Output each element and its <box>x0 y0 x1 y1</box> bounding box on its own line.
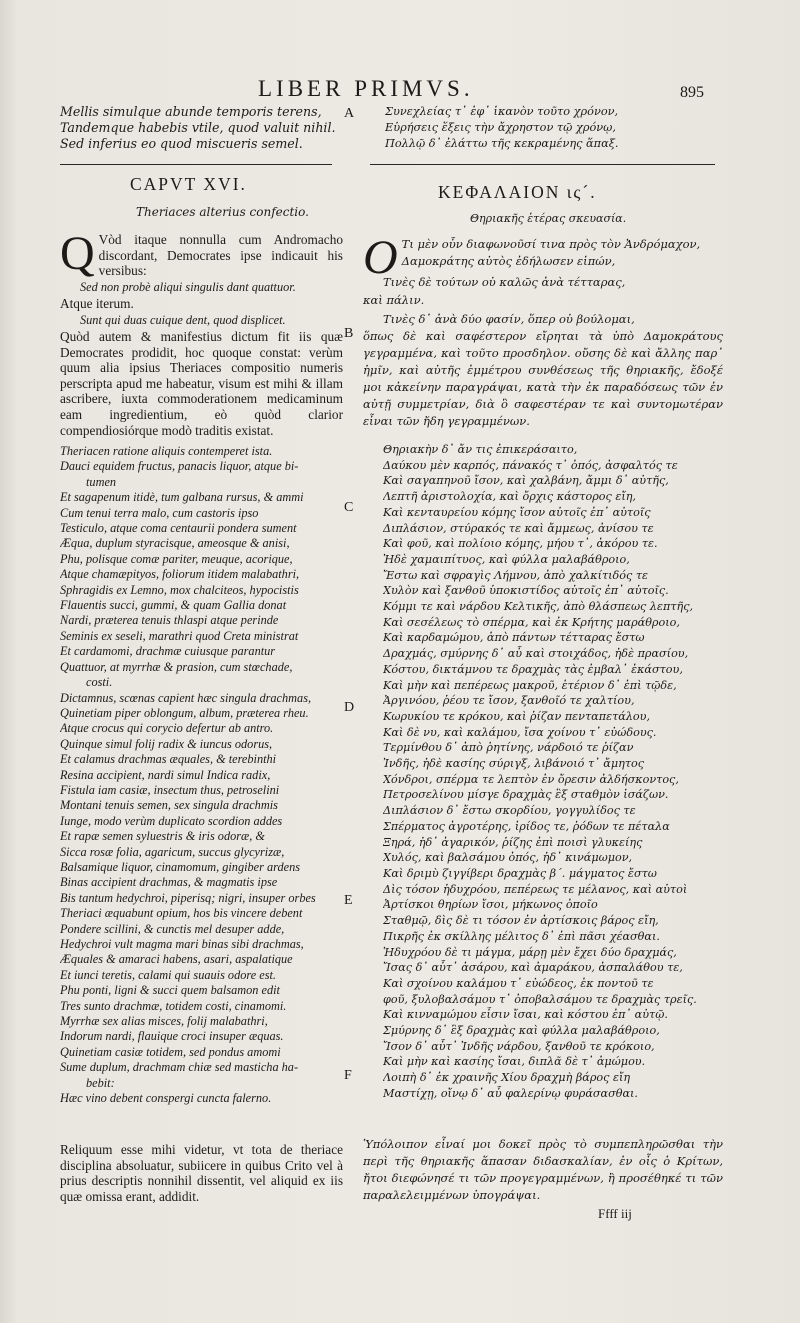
poem-line: Dictamnus, scœnas capient hæc singula drachmas, <box>60 690 312 705</box>
poem-line: Flauentis succi, gummi, & quam Gallia donat <box>60 598 287 613</box>
poem-line: Cum tenui terra malo, cum castoris ipso <box>60 505 259 520</box>
poem-line: Balsamique liquor, cinamomum, gingiber ardens <box>60 859 301 874</box>
poem-line: Indorum nardi, flauique croci insuper æquas. <box>60 1029 284 1044</box>
margin-letter: C <box>344 500 354 515</box>
greek-chapter-heading: ΚΕΦΑΛΑΙΟΝ ις´. <box>438 182 597 202</box>
greek-intro-text: Τι μὲν οὖν διαφωνοῦσί τινα πρὸς τὸν Ἀνδρόμαχον, Δαμοκράτης αὐτὸς ἐδήλωσεν εἰπών, <box>401 237 701 268</box>
latin-paragraph: Quòd autem & manifestius dictum fit iis quæ Democrates prodidit, hoc quoque constat: verùm quum alia ipsius Theriaces compositio numeris perscripta apud me habeatur, visum est mihi & illam ascribere, iuxta commoderationem medicaminum eam ingredientium, eò quòd clarior compendiosiórque modò traditis existat. <box>60 329 343 438</box>
poem-line: Montani tenuis semen, sex singula drachmis <box>60 798 278 813</box>
poem-line: Et cardamomi, drachmæ cuiusque parantur <box>60 644 276 659</box>
poem-line: Iunge, modo verùm duplicato scordion addes <box>60 813 283 828</box>
margin-letter: F <box>344 1068 352 1083</box>
poem-line: Bis tantum hedychroi, piperisq; nigri, insuper orbes <box>60 890 316 905</box>
poem-line: Πετροσελίνου μίσγε δραχμὰς ἓξ σταθμὸν ἰσάζων. <box>383 788 669 802</box>
poem-line: costi. <box>86 675 113 690</box>
poem-line: Theriacen ratione aliquis contemperet ista. <box>60 444 273 458</box>
verse-line: Sed inferius eo quod miscueris semel. <box>60 136 303 151</box>
latin-verse-continuation <box>60 104 343 152</box>
poem-line: Δὶς τόσον ἡδυχρόου, πεπέρεως τε μέλανος, καὶ αὐτοὶ <box>383 882 688 896</box>
poem-line: Κόμμι τε καὶ νάρδου Κελτικῆς, ἀπὸ θλάσπεως λεπτῆς, <box>383 600 694 614</box>
poem-line: Quattuor, at myrrhæ & prasion, cum stœchade, <box>60 659 293 674</box>
verse-line: Συνεχλείας τ᾽ ἐφ᾽ ἱκανὸν τοῦτο χρόνον, <box>385 105 619 118</box>
poem-line: bebit: <box>86 1075 115 1090</box>
poem-line: Hæc vino debent conspergi cuncta falerno. <box>60 1091 272 1106</box>
verse-line: Tandemque habebis vtile, quod valuit nihil. <box>60 120 336 135</box>
poem-line: Hedychroi vult magma mari binas sibi drachmas, <box>60 937 304 951</box>
poem-line: Καὶ μὴν καὶ πεπέρεως μακροῦ, ἑτέριον δ᾽ ἐπὶ τῷδε, <box>383 678 677 692</box>
poem-line: Καὶ κενταυρείου κόμης ἴσον αὐτοῖς ἐπ᾽ αὐτοῖς <box>383 505 651 519</box>
latin-quote-1: Sed non probè aliqui singulis dant quattuor. <box>80 280 296 294</box>
poem-line: Δαύκου μὲν καρπός, πάνακός τ᾽ ὀπός, ἀσφαλτός τε <box>383 458 678 472</box>
poem-line: Quinque simul folij radix & iuncus odorus, <box>60 736 273 751</box>
poem-line: Dauci equidem fructus, panacis liquor, atque bi- <box>60 459 299 474</box>
poem-line: Διπλάσιον δ᾽ ἔστω σκορδίου, γογγυλίδος τε <box>383 804 636 818</box>
poem-line: Λοιπὴ δ᾽ ἐκ χραινῆς Χίου δραχμὴ βάρος εἴη <box>383 1071 631 1085</box>
poem-line: Atque chamæpityos, foliorum itidem malabathri, <box>60 567 300 582</box>
poem-line: Et iunci teretis, calami qui suauis odore est. <box>60 967 276 982</box>
poem-line: Κωρυκίου τε κρόκου, καὶ ῥίζαν πενταπετάλου, <box>383 709 651 723</box>
verse-line: Εὑρήσεις ἕξεις τὴν ἄχρηστον τῷ χρόνῳ, <box>385 121 616 134</box>
poem-line: Σμύρνης δ᾽ ἓξ δραχμὰς καὶ φύλλα μαλαβάθροιο, <box>383 1024 660 1038</box>
poem-line: Ἴσον δ᾽ αὖτ᾽ Ἰνδῆς νάρδου, ξανθοῦ τε κρόκοιο, <box>383 1039 655 1053</box>
poem-line: Ἔστω καὶ σφραγὶς Λήμνου, ἀπὸ χαλκίτιδός τε <box>383 568 649 582</box>
poem-line: Sicca rosæ folia, agaricum, succus glycyrizæ, <box>60 844 285 859</box>
poem-line: Μαστίχῃ, οἴνῳ δ᾽ αὖ φαλερίνῳ φυράσασθαι. <box>383 1086 638 1100</box>
poem-line: Pondere scillini, & cunctis mel desuper adde, <box>60 921 285 936</box>
poem-line: Sume duplum, drachmam chiæ sed masticha ha- <box>60 1060 299 1075</box>
poem-line: Seminis ex seseli, marathri quod Creta ministrat <box>60 628 299 643</box>
poem-line: Ἴσας δ᾽ αὖτ᾽ ἀσάρου, καὶ ἀμαράκου, ἀσπαλάθου τε, <box>383 961 683 975</box>
margin-letter: D <box>344 700 355 715</box>
poem-line: Ξηρά, ἠδ᾽ ἀγαρικόν, ῥίζης ἐπὶ ποισὶ γλυκείης <box>383 835 643 849</box>
poem-line: Ἡδυχρόου δὲ τι μάγμα, μάρῃ μὲν ἔχει δύο δραχμάς, <box>383 945 677 959</box>
latin-quote-2: Sunt qui duas cuique dent, quod displicet. <box>80 313 286 327</box>
poem-line: Sphragidis ex Lemno, mox chalciteos, hypocistis <box>60 582 299 597</box>
drop-cap: Ο <box>363 231 398 284</box>
poem-line: Διπλάσιον, στύρακός τε καὶ ἄμμεως, ἀνίσου τε <box>383 521 654 535</box>
latin-atque: Atque iterum. <box>60 296 134 311</box>
poem-line: Καὶ μὴν καὶ κασίης ἴσαι, διπλᾶ δὲ τ᾽ ἀμώμου. <box>383 1055 646 1069</box>
poem-line: Χυλὸν καὶ ξανθοῦ ὑποκιστίδος αὐτοῖς ἐπ᾽ αὐτοῖς. <box>383 584 669 598</box>
poem-line: Æquales & amaraci habens, asari, aspalatique <box>60 952 293 967</box>
verse-line: Πολλῷ δ᾽ ἐλάττω τῆς κεκραμένης ἅπαξ. <box>385 137 619 150</box>
poem-line: Καὶ καρδαμώμου, ἀπὸ πάντων τέτταρας ἔστω <box>383 631 645 645</box>
poem-line: Καὶ σχοίνου καλάμου τ᾽ εὐώδεος, ἐκ ποντοῦ τε <box>383 976 654 990</box>
poem-line: Καὶ φοῦ, καὶ πολίοιο κόμης, μήου τ᾽, ἀκόρου τε. <box>383 537 658 551</box>
poem-line: Nardi, præterea tenuis thlaspi atque perinde <box>60 613 279 628</box>
greek-paragraph: ὅπως δὲ καὶ σαφέστερον εἴρηται τὰ ὑπὸ Δαμοκράτους γεγραμμένα, καὶ τοῦτο προσδηλον. οὔσης δὲ καὶ ἄλλης παρ᾽ ἡμῖν, καὶ αὐτῆς ἐμμέτρου συνθέσεως τῆς θηριακῆς, ἔδοξέ μοι κἀκείνην παραγράψαι, κατὰ τὴν ἐκ παραδόσεως τῶν ἐν αὐτῇ συμμετρίαν, διὰ ὃ σαφεστέραν τε καὶ συντομωτέραν εἶναι τῶν ἤδη γεγραμμένων. <box>363 329 723 428</box>
running-title: LIBER PRIMVS. <box>258 76 474 101</box>
latin-intro <box>60 227 343 280</box>
page-number: 895 <box>680 84 704 101</box>
poem-line: Σταθμῷ, δὶς δὲ τι τόσον ἐν ἀρτίσκοις βάρος εἴη, <box>383 914 659 928</box>
poem-line: Καὶ σαγαπηνοῦ ἴσον, καὶ χαλβάνη, ἄμμι δ᾽ αὐτῆς, <box>383 474 669 488</box>
poem-line: Quinetiam piper oblongum, album, præterea rheu. <box>60 705 309 720</box>
poem-line: Theriaci æquabunt opium, hos bis vincere debent <box>60 906 303 921</box>
poem-line: Ἠδὲ χαμαιπίτυος, καὶ φύλλα μαλαβάθροιο, <box>383 552 630 566</box>
poem-line: Quinetiam casiæ totidem, sed pondus amomi <box>60 1044 281 1059</box>
poem-line: Resina accipient, nardi simul Indica radix, <box>60 767 271 782</box>
greek-verse-continuation <box>385 104 715 152</box>
margin-letter: B <box>344 326 354 341</box>
poem-line: Et rapæ semen syluestris & iris odoræ, & <box>60 829 265 844</box>
signature-mark: Ffff iij <box>598 1206 632 1221</box>
poem-line: Τερμίνθου δ᾽ ἀπὸ ῥητίνης, νάρδοιό τε ῥίζαν <box>383 741 634 755</box>
greek-chapter-subtitle: Θηριακῆς ἑτέρας σκευασία. <box>470 212 627 225</box>
greek-kai-palin: καὶ πάλιν. <box>363 293 425 307</box>
margin-letter: E <box>344 893 353 908</box>
greek-quote-2: Τινὲς δ᾽ ἀνὰ δύο φασίν, ὅπερ οὐ βούλομαι, <box>383 312 635 326</box>
latin-chapter-subtitle: Theriaces alterius confectio. <box>136 205 309 219</box>
page-header <box>0 76 800 106</box>
latin-closing: Reliquum esse mihi videtur, vt tota de theriace disciplina absoluatur, subiicere in quibus Crito vel à prius descriptis nonnihil dissentit, vel aliquid ex iis quæ omissa erant, addidit. <box>60 1142 343 1204</box>
poem-line: Θηριακὴν δ᾽ ἄν τις ἐπικεράσαιτο, <box>383 443 578 456</box>
poem-line: Καὶ δὲ νυ, καὶ καλάμου, ἴσα χοίνου τ᾽ εὐώδους. <box>383 725 657 739</box>
poem-line: Myrrhæ sex alias misces, folij malabathri, <box>60 1014 268 1029</box>
poem-line: Æqua, duplum styracisque, ameosque & anisi, <box>60 536 290 551</box>
poem-line: Atque crocus qui corycio defertur ab antro. <box>60 721 274 736</box>
poem-line: Καὶ κινναμώμου εἶσιν ἴσαι, καὶ κόστου ἐπ᾽ αὐτῷ. <box>383 1008 668 1022</box>
poem-line: Δραχμάς, σμύρνης δ᾽ αὖ καὶ στοιχάδος, ἠδὲ πρασίου, <box>383 647 689 661</box>
latin-intro-text: Vòd itaque nonnulla cum Andromacho discordant, Democrates ipse indicauit his versibus: <box>98 232 343 279</box>
section-rule-right <box>370 164 715 165</box>
poem-line: Fistula iam casiæ, insectum thus, petroselini <box>60 782 280 797</box>
poem-line: Binas accipient drachmas, & magmatis ipse <box>60 875 278 890</box>
poem-line: Phu ponti, ligni & succi quem balsamon edit <box>60 983 280 998</box>
poem-line: Et calamus drachmas æquales, & terebinthi <box>60 752 277 767</box>
poem-line: Ἰνδῆς, ἠδὲ κασίης σύριγξ, λιβάνοιό τ᾽ ἄμητος <box>383 757 645 771</box>
greek-closing: Ὑπόλοιπον εἶναί μοι δοκεῖ πρὸς τὸ συμπεπληρῶσθαι τὴν περὶ τῆς θηριακῆς ἅπασαν διδασκαλίαν, ἐν οἷς ὁ Κρίτων, ἤτοι διεφώνησέ τι τῶν προγεγραμμένων, ἢ προσέθηκέ τι τῶν παραλελειμμένων ὑπογράψαι. <box>363 1137 723 1202</box>
poem-line: Καὶ σεσέλεως τὸ σπέρμα, καὶ ἐκ Κρήτης μαράθροιο, <box>383 615 680 629</box>
poem-line: Tres sunto drachmæ, totidem costi, cinamomi. <box>60 998 287 1013</box>
verse-line: Mellis simulque abunde temporis terens, <box>60 104 322 119</box>
latin-poem <box>60 444 343 1106</box>
poem-line: Testiculo, atque coma centaurii pondera sument <box>60 521 297 536</box>
poem-line: Ἀρτίσκοι θηρίων ἴσοι, μήκωνος ὀποῖο <box>383 898 598 912</box>
section-rule-left <box>60 164 332 165</box>
poem-line: Κόστου, δικτάμνου τε δραχμὰς τὰς ἐμβαλ᾽ ἑκάστου, <box>383 662 683 676</box>
poem-line: Χυλός, καὶ βαλσάμου ὀπός, ἠδ᾽ κινάμωμον, <box>383 851 633 865</box>
poem-line: Λεπτῆ ἀριστολοχία, καὶ ὄρχις κάστορος εἴη, <box>383 490 636 504</box>
margin-letter: A <box>344 106 355 121</box>
poem-line: Πικρῆς ἐκ σκίλλης μέλιτος δ᾽ ἐπὶ πᾶσι χέασθαι. <box>383 929 660 943</box>
poem-line: Et sagapenum itidè, tum galbana rursus, & ammi <box>60 490 304 505</box>
poem-line: φοῦ, ξυλοβαλσάμου τ᾽ ὀποβαλσάμου τε δραχμὰς τρεῖς. <box>383 992 697 1006</box>
greek-poem <box>383 442 723 1102</box>
drop-cap: Q <box>60 227 95 280</box>
poem-line: Ἀργινόου, ῥέου τε ἴσον, ξανθοῖό τε χαλτίου, <box>383 694 635 708</box>
poem-line: Σπέρματος ἀγροτέρης, ἰρίδος τε, ῥόδων τε πέταλα <box>383 819 670 833</box>
poem-line: Χόνδροι, σπέρμα τε λεπτὸν ἐν ὄρεσιν ἀλδήσκοντος, <box>383 772 679 786</box>
latin-chapter-heading: CAPVT XVI. <box>130 174 247 194</box>
greek-quote-1: Τινὲς δὲ τούτων οὐ καλῶς ἀνὰ τέτταρας, <box>383 275 626 289</box>
poem-line: tumen <box>86 474 117 489</box>
poem-line: Καὶ δριμὺ ζιγγίβερι δραχμὰς β΄. μάγματος ἔστω <box>383 866 657 880</box>
poem-line: Phu, polisque comæ pariter, meuque, acorique, <box>60 551 293 566</box>
